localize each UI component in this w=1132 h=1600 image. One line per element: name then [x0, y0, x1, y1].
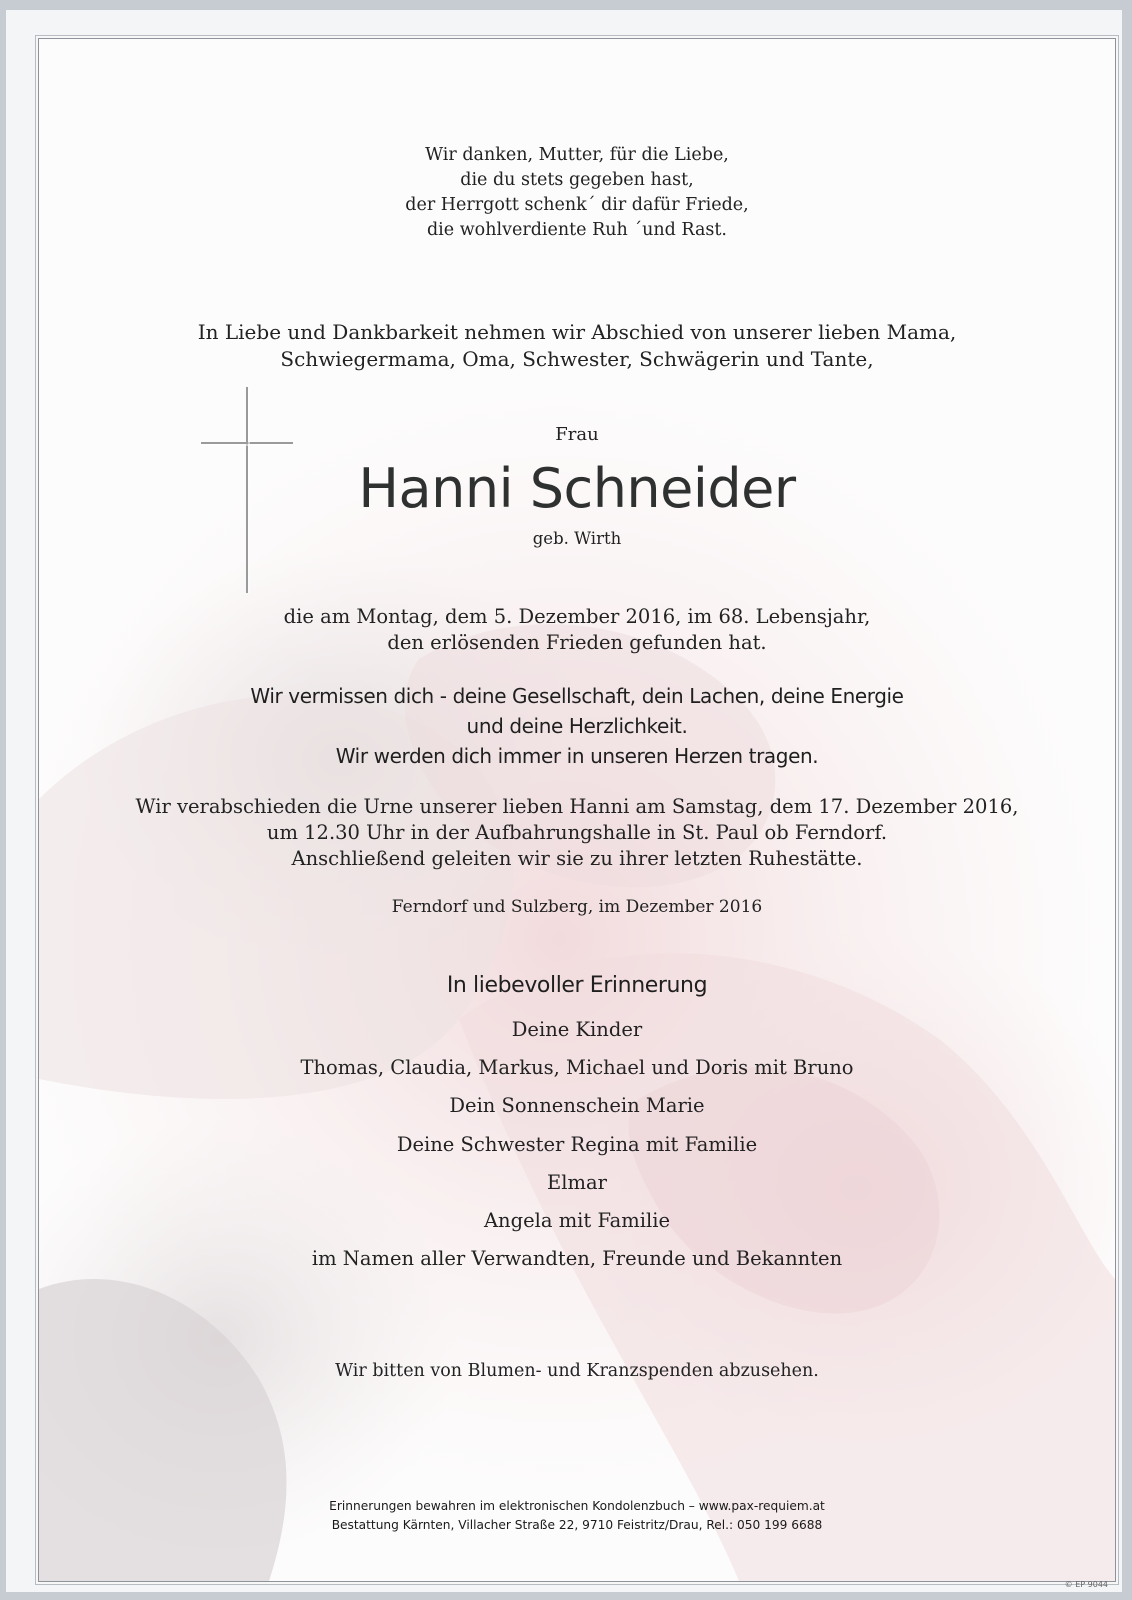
form-code: © EP 9044 — [1064, 1580, 1108, 1589]
footer-line: Bestattung Kärnten, Villacher Straße 22, 9710 Feistritz/Drau, Rel.: 050 199 6688 — [331, 1518, 823, 1532]
tribute-line: Wir werden dich immer in unseren Herzen tragen. — [335, 744, 819, 768]
poem-line: die du stets gegeben hast, — [460, 170, 694, 190]
poem — [39, 143, 1115, 243]
farewell-line: Anschließend geleiten wir sie zu ihrer letzten Ruhestätte. — [291, 847, 863, 870]
death-notice — [39, 604, 1115, 656]
mourner-entry: Deine Schwester Regina mit Familie — [396, 1132, 758, 1156]
footer-line: Erinnerungen bewahren im elektronischen Kondolenzbuch – www.pax-requiem.at — [329, 1499, 825, 1513]
deceased-name: Hanni Schneider — [358, 457, 796, 520]
poem-line: die wohlverdiente Ruh ´und Rast. — [426, 220, 727, 240]
tribute-text — [39, 681, 1115, 771]
mourner-entry: Angela mit Familie — [483, 1209, 671, 1233]
death-line: den erlösenden Frieden gefunden hat. — [387, 631, 767, 654]
mourner-entry: Elmar — [547, 1170, 607, 1194]
intro-line: In Liebe und Dankbarkeit nehmen wir Abschied von unserer lieben Mama, — [197, 320, 957, 344]
tribute-line: Wir vermissen dich - deine Gesellschaft, dein Lachen, deine Energie — [250, 684, 904, 708]
salutation: Frau — [555, 424, 599, 445]
maiden-name: geb. Wirth — [532, 529, 622, 548]
poem-line: der Herrgott schenk´ dir dafür Friede, — [405, 195, 749, 215]
death-line: die am Montag, dem 5. Dezember 2016, im 68. Lebensjahr, — [283, 605, 871, 628]
mourner-entry: Deine Kinder — [511, 1018, 643, 1041]
mourner-entry: Dein Sonnenschein Marie — [449, 1094, 705, 1118]
notice-sheet — [6, 10, 1122, 1592]
flowers-note: Wir bitten von Blumen- und Kranzspenden abzusehen. — [335, 1361, 819, 1381]
place-date: Ferndorf und Sulzberg, im Dezember 2016 — [391, 897, 763, 917]
intro-text — [39, 319, 1115, 373]
memory-title: In liebevoller Erinnerung — [446, 973, 708, 998]
poem-line: Wir danken, Mutter, für die Liebe, — [425, 145, 729, 165]
mourners-list — [39, 1011, 1115, 1278]
intro-line: Schwiegermama, Oma, Schwester, Schwägerin und Tante, — [280, 347, 874, 371]
farewell-info — [39, 794, 1115, 872]
notice-frame — [38, 38, 1116, 1582]
mourner-entry: Thomas, Claudia, Markus, Michael und Doris mit Bruno — [300, 1056, 854, 1080]
footer — [39, 1497, 1115, 1535]
farewell-line: um 12.30 Uhr in der Aufbahrungshalle in St. Paul ob Ferndorf. — [266, 821, 888, 844]
farewell-line: Wir verabschieden die Urne unserer lieben Hanni am Samstag, dem 17. Dezember 2016, — [135, 795, 1019, 818]
mourner-entry: im Namen aller Verwandten, Freunde und Bekannten — [311, 1247, 843, 1271]
tribute-line: und deine Herzlichkeit. — [466, 714, 688, 738]
